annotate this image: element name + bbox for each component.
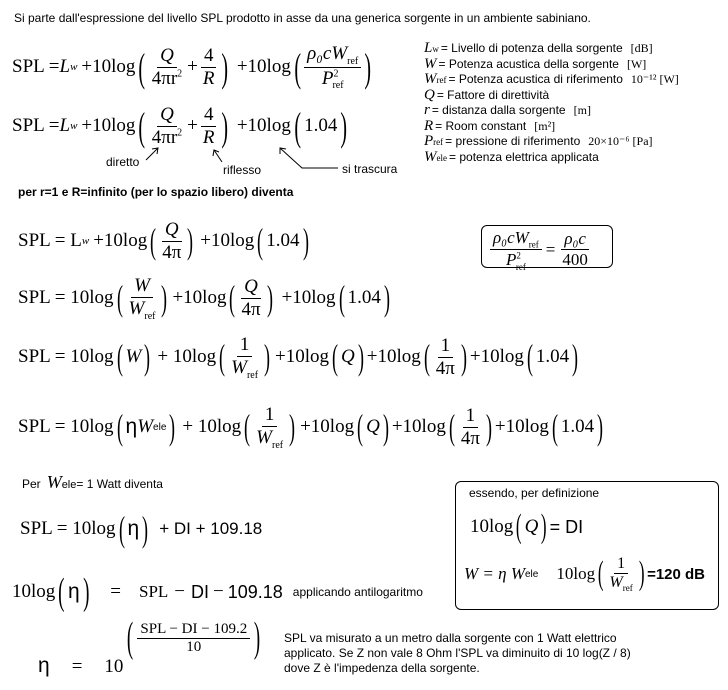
eq4-b: +10log — [281, 287, 336, 308]
eq5-one-b: 1 — [438, 335, 454, 358]
equation-1: SPL = L w +10log ( $\frac{Q}{4\pi r^2}$ + $\frac{4}{R}$ ) +10log ( $\frac{\rho_0cW_{ref}}{P^2_{ref}}$ ) — [12, 42, 372, 92]
legend-row — [424, 87, 724, 103]
eq4-q: Q — [241, 276, 261, 299]
legend-row — [424, 102, 724, 118]
box2-wref: W — [609, 573, 623, 591]
eq6-wref-sub: ref — [271, 439, 284, 451]
eq4-fourpi: 4π — [241, 298, 261, 320]
box2-l2sub: ele — [524, 568, 539, 580]
eq7-text: SPL = 10log — [20, 518, 116, 539]
eq6-frac-wref — [253, 404, 286, 451]
paren-right: ) — [220, 44, 228, 90]
footnote — [284, 631, 631, 676]
eq6-wref: W — [256, 426, 272, 448]
eq1-q: Q — [157, 45, 177, 68]
eq2-lw-sub: w — [70, 120, 78, 132]
per-watt-post: = 1 Watt diventa — [76, 477, 163, 491]
legend-text: = Livello di potenza della sorgente — [440, 41, 623, 55]
eq6-one-b: 1 — [463, 405, 479, 428]
eq6-w-sub: ele — [153, 421, 167, 433]
legend-text: = Potenza acustica della sorgente — [438, 56, 619, 71]
eq1-num2: ρ₀cW — [307, 42, 348, 64]
legend-row — [424, 133, 724, 149]
box1-frac-left — [490, 228, 542, 272]
eq4-frac-w — [126, 275, 159, 322]
legend-sub: ref — [436, 75, 447, 85]
eq1-sq: 2 — [177, 68, 183, 80]
definition-box: essendo, per definizione 10log ( Q ) = DI W = η W ele 10log ( $\frac{1}{W_{ref}}$ ) =120 dB — [455, 481, 719, 610]
eq8-di: DI — [191, 581, 210, 602]
eq8-minus1: − — [174, 581, 186, 602]
eq5-c: +10log — [366, 346, 421, 367]
eq4-val: 1.04 — [347, 287, 381, 308]
legend-text: = Fattore di direttività — [436, 87, 550, 102]
eq6-val: 1.04 — [560, 416, 595, 437]
eq2-q: Q — [157, 104, 177, 127]
eq5-frac-pi — [433, 335, 458, 380]
legend-unit: 20×10⁻⁶ [Pa] — [588, 134, 653, 148]
legend-symbol: Q — [424, 86, 435, 103]
eq6-one: 1 — [262, 404, 278, 427]
box1-den2: 400 — [562, 250, 588, 270]
free-field-text: per r=1 e R=infinito (per lo spazio libero) diventa — [18, 185, 294, 199]
legend-row — [424, 149, 724, 165]
eq5-fourpi: 4π — [435, 357, 455, 379]
legend-text: = Room constant — [435, 118, 527, 133]
eq3-val: 1.04 — [266, 230, 300, 251]
eq9-ten: 10 — [104, 656, 124, 677]
eq3-text: SPL = L — [18, 230, 82, 251]
equation-6: SPL = 10log ( η W ele ) + 10log ( $\frac{1}{W_{ref}}$ ) +10log ( Q ) +10log ( $\frac{1}{4\pi}$ ) +10log ( 1.04 ) — [18, 403, 604, 451]
equation-5: SPL = 10log ( W ) + 10log ( $\frac{1}{W_{ref}}$ ) +10log ( Q ) +10log ( $\frac{1}{4\pi}$ ) +10log ( 1.04 ) — [18, 333, 579, 381]
legend-sub: ref — [433, 137, 444, 147]
equation-8: 10log ( η ) = SPL − DI − 109.18 applicando antilogaritmo — [12, 571, 423, 613]
eq5-b: +10log — [275, 346, 330, 367]
equation-2: SPL = L w +10log ( $\frac{Q}{4\pi r^2}$ + $\frac{4}{R}$ ) +10log ( 1.04 ) — [12, 103, 348, 149]
eq8-note: applicando antilogaritmo — [292, 585, 423, 599]
eq2-lhs: SPL = — [12, 115, 60, 136]
eq2-sq: 2 — [177, 127, 183, 139]
box2-title: essendo, per definizione — [469, 486, 600, 500]
eq8-eq: = — [110, 581, 121, 602]
eq2-val: 1.04 — [304, 115, 338, 136]
box1-num: ρ₀cW — [493, 228, 529, 247]
equation-3: SPL = L w +10log ( $\frac{Q}{4\pi}$ ) +10log ( 1.04 ) — [18, 218, 309, 263]
eq8-minus2: − — [213, 581, 224, 602]
legend-row — [424, 40, 724, 56]
eq3-a: +10log — [93, 230, 148, 251]
eq1-lw-sub: w — [70, 61, 78, 73]
footnote-line-3: dove Z è l'impedenza della sorgente. — [284, 661, 480, 675]
eq2-lw: L — [59, 115, 71, 136]
eq6-fourpi: 4π — [460, 427, 480, 449]
legend-row — [424, 56, 724, 72]
box2-l1a: 10log — [470, 516, 514, 537]
eq1-four: 4 — [201, 45, 217, 68]
eq1-den-text: 4πr — [151, 67, 178, 89]
eq5-text: SPL = 10log — [18, 346, 114, 367]
box1-den-sub: ref — [515, 261, 526, 272]
eq5-q: Q — [341, 346, 355, 367]
eq5-w: W — [125, 346, 142, 367]
box2-l2b: 10log — [556, 564, 596, 583]
eq6-b: +10log — [300, 416, 355, 437]
eq2-tail: +10log — [236, 115, 291, 136]
eq5-wref-sub: ref — [246, 369, 259, 381]
eq1-num2-sub: ref — [347, 55, 359, 67]
eq9-exponent: ( $\frac{\text{SPL − DI − 109.2}}{10}$ ) — [127, 615, 261, 661]
eq1-den2-sub: ref — [332, 80, 344, 92]
legend — [424, 40, 724, 164]
legend-symbol: R — [424, 117, 434, 134]
box1-num2: ρ₀c — [561, 229, 589, 250]
box1-frac-right — [559, 229, 591, 270]
legend-text: = pressione di riferimento — [445, 134, 581, 148]
equation-9 — [38, 615, 264, 684]
box1-eq: = — [545, 239, 556, 259]
box1-num-sub: ref — [528, 239, 539, 250]
footnote-line-2: applicato. Se Z non vale 8 Ohm l'SPL va diminuito di 10 log(Z / 8) — [284, 646, 631, 660]
eq5-d: +10log — [469, 346, 524, 367]
eq4-text: SPL = 10log — [18, 287, 114, 308]
eq5-wref: W — [231, 356, 247, 378]
eq8-eta: η — [67, 580, 80, 603]
legend-text: = potenza elettrica applicata — [449, 149, 599, 164]
legend-symbol: W — [424, 71, 437, 87]
per-watt-sub: ele — [61, 479, 77, 491]
eq5-a: + 10log — [157, 346, 217, 367]
eq2-r: R — [202, 126, 215, 148]
eq6-q: Q — [366, 416, 380, 437]
per-watt-line — [22, 472, 163, 493]
legend-sub: w — [432, 44, 439, 54]
legend-row — [424, 118, 724, 134]
legend-symbol: L — [424, 40, 433, 56]
eq4-w: W — [131, 275, 153, 298]
eq3-fourpi: 4π — [162, 241, 182, 263]
eq5-frac-wref — [228, 334, 261, 381]
eq4-frac-q — [238, 276, 263, 321]
legend-unit: [m] — [573, 103, 591, 117]
eq1-den2: P — [321, 67, 334, 89]
legend-unit: [dB] — [630, 41, 653, 55]
box2-wref-sub: ref — [622, 583, 633, 594]
legend-row — [424, 71, 724, 87]
eq6-w: W — [137, 416, 154, 437]
legend-unit: [m²] — [534, 118, 556, 133]
eq9-num: SPL − DI − 109.2 — [137, 621, 250, 639]
eq8-rhs: SPL — [139, 582, 169, 601]
eq3-b: +10log — [200, 230, 255, 251]
eq9-eta: η — [38, 654, 50, 677]
eq6-a: + 10log — [182, 416, 242, 437]
eq9-den: 10 — [186, 638, 202, 655]
footnote-line-1: SPL va misurato a un metro dalla sorgente con 1 Watt elettrico — [284, 631, 617, 645]
eq2-four: 4 — [201, 104, 217, 127]
eq7-di: + DI + 109.18 — [159, 519, 263, 538]
eq6-d: +10log — [494, 416, 549, 437]
eq1-rhs-lead: +10log — [236, 56, 291, 77]
eq3-q: Q — [162, 219, 182, 242]
eq1-den2-sup: 2 — [333, 68, 339, 80]
eq6-text: SPL = 10log — [18, 416, 114, 437]
legend-text: = distanza dalla sorgente — [431, 103, 566, 117]
eq3-frac — [159, 219, 184, 264]
eq5-val: 1.04 — [535, 346, 570, 367]
box2-l1b: = DI — [549, 516, 584, 537]
eq1-r: R — [202, 67, 215, 89]
per-watt-pre: Per — [22, 477, 41, 491]
legend-symbol: r — [424, 102, 430, 118]
eq3-sub: w — [81, 235, 90, 247]
eq7-eta: η — [127, 517, 140, 540]
paren-left: ( — [138, 44, 146, 90]
legend-symbol: W — [424, 55, 437, 72]
box2-frac — [606, 555, 635, 593]
eq8-text: 10log — [12, 581, 56, 602]
box2-one: 1 — [614, 555, 628, 574]
legend-sub: ele — [436, 152, 447, 163]
legend-symbol: P — [424, 133, 434, 149]
eq4-wref-sub: ref — [144, 310, 156, 322]
box1-den-sup: 2 — [516, 250, 521, 261]
eq5-one: 1 — [237, 334, 253, 357]
intro-text: Si parte dall'espressione del livello SPL prodotto in asse da una generica sorgente in un ambiente sabiniano. — [14, 11, 591, 25]
per-watt-w: W — [46, 472, 62, 492]
eq9-eq: = — [71, 656, 83, 677]
ratio-box — [481, 225, 613, 272]
eq1-lw: L — [59, 56, 71, 77]
eq2-plus: +10log — [81, 115, 136, 136]
box1-den: P — [505, 250, 517, 270]
eq8-num: 109.18 — [227, 581, 283, 602]
eq6-frac-pi — [458, 405, 483, 450]
equation-4: SPL = 10log ( $\frac{W}{W_{ref}}$ ) +10log ( $\frac{Q}{4\pi}$ ) +10log ( 1.04 ) — [18, 274, 390, 322]
legend-symbol: W — [424, 148, 437, 165]
eq6-eta: η — [125, 415, 138, 438]
box2-q: Q — [524, 516, 539, 537]
label-riflesso: riflesso — [223, 163, 262, 177]
label-trascura: si trascura — [342, 162, 398, 176]
equation-7: SPL = 10log ( η ) + DI + 109.18 — [20, 509, 263, 549]
eq4-wref: W — [128, 297, 145, 319]
legend-unit: 10⁻¹² [W] — [630, 72, 679, 86]
eq6-c: +10log — [391, 416, 446, 437]
eq1-lhs: SPL = — [12, 56, 60, 77]
eq1-plus: +10log — [81, 56, 136, 77]
eq2-den: 4πr — [151, 126, 178, 148]
box2-l2c: =120 dB — [647, 565, 706, 583]
legend-unit: [W] — [626, 56, 647, 71]
label-diretto: diretto — [106, 155, 140, 169]
eq4-a: +10log — [172, 287, 227, 308]
box2-l2a: W = η W — [464, 564, 525, 583]
legend-text: = Potenza acustica di riferimento — [448, 72, 623, 86]
